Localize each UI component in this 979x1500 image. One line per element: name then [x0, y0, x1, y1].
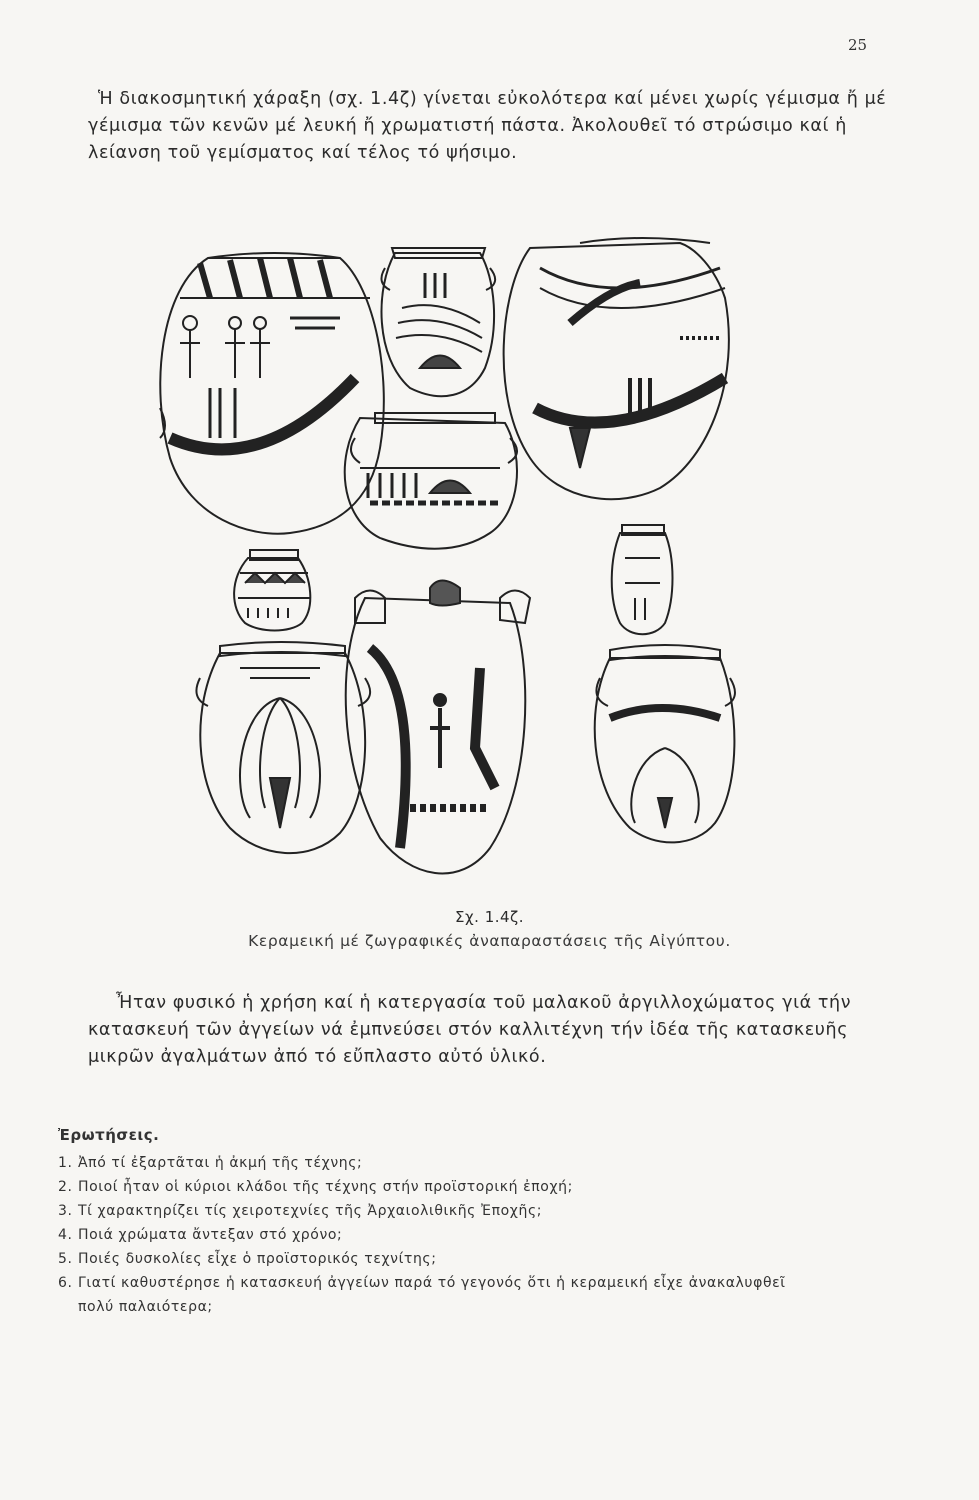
question-number: 5.: [58, 1251, 73, 1267]
question-item: [58, 1151, 928, 1175]
question-number: 2.: [58, 1179, 73, 1195]
question-number: 1.: [58, 1155, 73, 1171]
question-item: [58, 1247, 928, 1271]
question-text: Ποιά χρώματα ἄντεξαν στό χρόνο;: [78, 1227, 343, 1243]
question-number: 3.: [58, 1203, 73, 1219]
question-text: Ἀπό τί ἐξαρτᾶται ἡ ἀκμή τῆς τέχνης;: [78, 1155, 363, 1171]
question-number: 6.: [58, 1275, 73, 1291]
figure-caption: Κεραμεική μέ ζωγραφικές ἀναπαραστάσεις τῆς Αἰγύπτου.: [248, 932, 731, 950]
question-item: [58, 1175, 928, 1199]
question-text: Τί χαρακτηρίζει τίς χειροτεχνίες τῆς Ἀρχαιολιθικῆς Ἐποχῆς;: [78, 1203, 543, 1219]
jar-bottom-center: [346, 581, 530, 874]
question-item: [58, 1199, 928, 1223]
jar-bottom-right: [595, 645, 735, 842]
jar-small-left: [234, 550, 310, 631]
page-number: 25: [848, 36, 868, 54]
question-text: Ποιές δυσκολίες εἶχε ὁ προϊστορικός τεχνίτης;: [78, 1251, 437, 1267]
pottery-illustration: [140, 228, 800, 888]
question-text: Γιατί καθυστέρησε ἡ κατασκευή ἀγγείων παρά τό γεγονός ὅτι ἡ κεραμεική εἶχε ἀνακαλυφθεῖ: [78, 1275, 786, 1291]
jar-large-right: [504, 238, 729, 499]
jar-bottom-left: [196, 642, 370, 853]
question-item: [58, 1223, 928, 1247]
figure-number: Σχ. 1.4ζ.: [455, 908, 524, 926]
questions-title: Ἐρωτήσεις.: [58, 1126, 160, 1144]
question-number: 4.: [58, 1227, 73, 1243]
question-text-continuation: πολύ παλαιότερα;: [78, 1299, 213, 1315]
body-paragraph: Ἦταν φυσικό ἡ χρήση καί ἡ κατεργασία τοῦ μαλακοῦ ἀργιλλοχώματος γιά τήν κατασκευή τῶν ἀγγείων νά ἐμπνεύσει στόν καλλιτέχνη τήν ἰδέα τῆς κατασκευῆς μικρῶν ἀγαλμάτων ἀπό τό εὔπλαστο αὐτό ὑλικό.: [88, 993, 852, 1067]
jar-top-middle: [381, 248, 495, 396]
jar-large-left: [160, 253, 384, 534]
intro-paragraph: Ἡ διακοσμητική χάραξη (σχ. 1.4ζ) γίνεται εὐκολότερα καί μένει χωρίς γέμισμα ἤ μέ γέμισμα τῶν κενῶν μέ λευκή ἤ χρωματιστή πάστα. Ἀκολουθεῖ τό στρώσιμο καί ἡ λείανση τοῦ γεμίσματος καί τέλος τό ψήσιμο.: [88, 89, 887, 163]
question-text: Ποιοί ἦταν οἱ κύριοι κλάδοι τῆς τέχνης στήν προϊστορική ἐποχή;: [78, 1179, 573, 1195]
jar-small-right: [612, 525, 673, 634]
questions-list: [58, 1151, 928, 1319]
question-item: [58, 1271, 928, 1319]
